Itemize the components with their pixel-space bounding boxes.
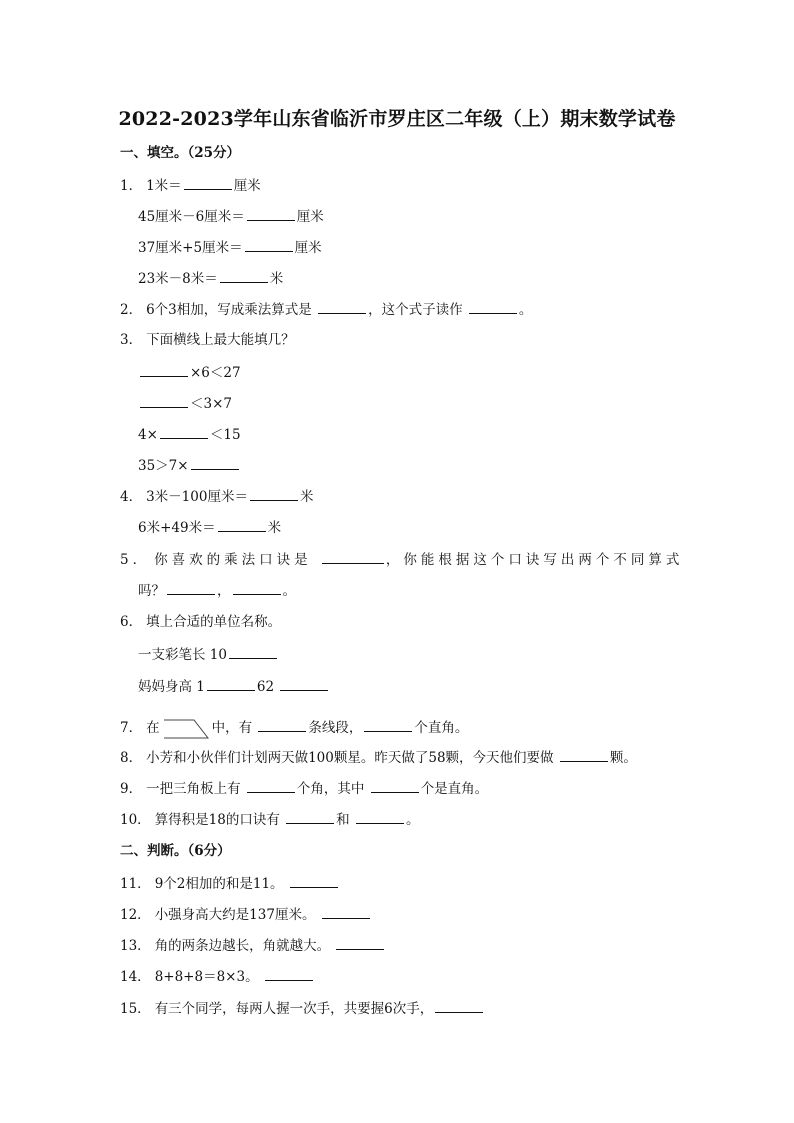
- answer-blank[interactable]: [286, 809, 334, 824]
- question-text: 颗。: [609, 750, 637, 766]
- question-number: 4．: [120, 489, 143, 505]
- answer-blank[interactable]: [247, 206, 295, 221]
- question-text: 填上合适的单位名称。: [146, 614, 282, 630]
- answer-blank[interactable]: [167, 580, 215, 595]
- question-text: 米: [269, 271, 284, 287]
- question-3: [120, 330, 295, 350]
- question-text: 有三个同学，每两人握一次手，共要握6次手，: [154, 1001, 434, 1017]
- question-number: 3．: [120, 332, 143, 348]
- question-3-c: [138, 424, 241, 445]
- question-14: [120, 966, 315, 987]
- question-text: 个直角。: [414, 720, 469, 736]
- answer-blank[interactable]: [191, 455, 239, 470]
- question-text: 35＞7×: [138, 458, 189, 474]
- question-number: 6．: [120, 614, 143, 630]
- question-text: 厘米: [296, 209, 324, 225]
- question-text: 。: [282, 583, 296, 599]
- question-number: 9．: [120, 781, 143, 797]
- answer-blank[interactable]: [336, 935, 384, 950]
- answer-blank[interactable]: [560, 747, 608, 762]
- question-text: 个是直角。: [420, 781, 489, 797]
- question-text: 在: [146, 720, 160, 736]
- answer-blank[interactable]: [356, 809, 404, 824]
- answer-blank[interactable]: [250, 486, 298, 501]
- question-text: 算得积是18的口诀有: [154, 812, 280, 828]
- question-text: 中，有: [211, 720, 253, 736]
- question-number: 7．: [120, 720, 143, 736]
- question-text: 62: [256, 679, 275, 695]
- question-10: [120, 809, 419, 830]
- question-text: ×6＜27: [190, 365, 241, 381]
- question-text: 厘米: [233, 178, 261, 194]
- question-9: [120, 778, 488, 799]
- question-number: 15．: [120, 1001, 151, 1017]
- question-text: 米: [267, 520, 282, 536]
- answer-blank[interactable]: [469, 299, 517, 314]
- question-6-a: [138, 644, 279, 665]
- answer-blank[interactable]: [322, 549, 384, 564]
- question-number: 14．: [120, 969, 151, 985]
- question-11: [120, 873, 340, 894]
- question-text: 厘米: [294, 240, 322, 256]
- question-text: 9个2相加的和是11。: [154, 876, 284, 892]
- question-text: 45厘米－6厘米＝: [138, 209, 245, 225]
- question-text: 吗？: [138, 583, 165, 599]
- question-text: ＜15: [209, 427, 241, 443]
- question-1: [120, 175, 261, 196]
- answer-blank[interactable]: [290, 873, 338, 888]
- question-text: 条线段，: [308, 720, 363, 736]
- answer-blank[interactable]: [364, 717, 412, 732]
- question-text: ，你能根据这个口诀写出两个不同算式: [385, 552, 684, 568]
- page-title: 2022-2023学年山东省临沂市罗庄区二年级（上）期末数学试卷: [118, 108, 676, 130]
- question-4: [120, 486, 313, 507]
- question-3-a: [138, 362, 241, 383]
- answer-blank[interactable]: [247, 778, 295, 793]
- question-text: 23米－8米＝: [138, 271, 218, 287]
- question-text: 妈妈身高 1: [138, 679, 205, 695]
- answer-blank[interactable]: [184, 175, 232, 190]
- question-text: 小强身高大约是137厘米。: [154, 907, 316, 923]
- question-number: 10．: [120, 812, 151, 828]
- question-number: 11．: [120, 876, 151, 892]
- question-number: 13．: [120, 938, 151, 954]
- question-text: 6个3相加，写成乘法算式是: [146, 302, 312, 318]
- question-12: [120, 904, 372, 925]
- question-number: 1．: [120, 178, 143, 194]
- question-2: [120, 299, 532, 320]
- question-15: [120, 998, 485, 1019]
- answer-blank[interactable]: [265, 966, 313, 981]
- question-text: 3米－100厘米＝: [146, 489, 248, 505]
- question-text: 4×: [138, 427, 158, 443]
- answer-blank[interactable]: [229, 644, 277, 659]
- question-5: [120, 549, 683, 570]
- question-text: 和: [336, 812, 350, 828]
- question-text: 一把三角板上有: [146, 781, 241, 797]
- answer-blank[interactable]: [322, 904, 370, 919]
- answer-blank[interactable]: [245, 237, 293, 252]
- trapezoid-figure: [162, 718, 210, 740]
- question-text: 米: [299, 489, 314, 505]
- question-text: ，这个式子读作: [368, 302, 463, 318]
- question-1-b: [138, 206, 324, 227]
- question-text: 个角，其中: [296, 781, 365, 797]
- question-number: 2．: [120, 302, 143, 318]
- question-text: 一支彩笔长 10: [138, 647, 227, 663]
- question-text: 你喜欢的乘法口诀是: [154, 552, 312, 568]
- answer-blank[interactable]: [140, 393, 188, 408]
- answer-blank[interactable]: [318, 299, 366, 314]
- question-5-line2: [138, 580, 296, 601]
- question-text: 角的两条边越长，角就越大。: [154, 938, 331, 954]
- answer-blank[interactable]: [220, 268, 268, 283]
- question-text: 37厘米+5厘米＝: [138, 240, 243, 256]
- answer-blank[interactable]: [233, 580, 281, 595]
- question-text: 小芳和小伙伴们计划两天做100颗星。昨天做了58颗，今天他们要做: [146, 750, 554, 766]
- question-number: 5．: [120, 552, 151, 568]
- answer-blank[interactable]: [218, 517, 266, 532]
- answer-blank[interactable]: [140, 362, 188, 377]
- question-6: [120, 612, 281, 632]
- question-4-b: [138, 517, 281, 538]
- answer-blank[interactable]: [371, 778, 419, 793]
- answer-blank[interactable]: [207, 676, 255, 691]
- question-13: [120, 935, 386, 956]
- question-number: 8．: [120, 750, 143, 766]
- question-text: 1米＝: [146, 178, 182, 194]
- question-text: 。: [405, 812, 420, 828]
- question-text: ＜3×7: [190, 396, 232, 412]
- question-text: 下面横线上最大能填几？: [146, 332, 295, 348]
- question-text: 6米+49米＝: [138, 520, 216, 536]
- question-8: [120, 747, 637, 768]
- question-text: ，: [217, 583, 231, 599]
- answer-blank[interactable]: [280, 676, 328, 691]
- question-7: [120, 717, 468, 740]
- section-heading-judge: 二、判断。（6分）: [120, 843, 231, 859]
- section-heading-fill: 一、填空。（25分）: [120, 145, 241, 161]
- question-6-b: [138, 676, 330, 697]
- question-1-d: [138, 268, 283, 289]
- answer-blank[interactable]: [435, 998, 483, 1013]
- answer-blank[interactable]: [258, 717, 306, 732]
- question-3-d: [138, 455, 241, 476]
- question-text: 。: [518, 302, 533, 318]
- question-1-c: [138, 237, 322, 258]
- question-3-b: [138, 393, 232, 414]
- question-text: 8+8+8＝8×3。: [154, 969, 259, 985]
- question-number: 12．: [120, 907, 151, 923]
- answer-blank[interactable]: [160, 424, 208, 439]
